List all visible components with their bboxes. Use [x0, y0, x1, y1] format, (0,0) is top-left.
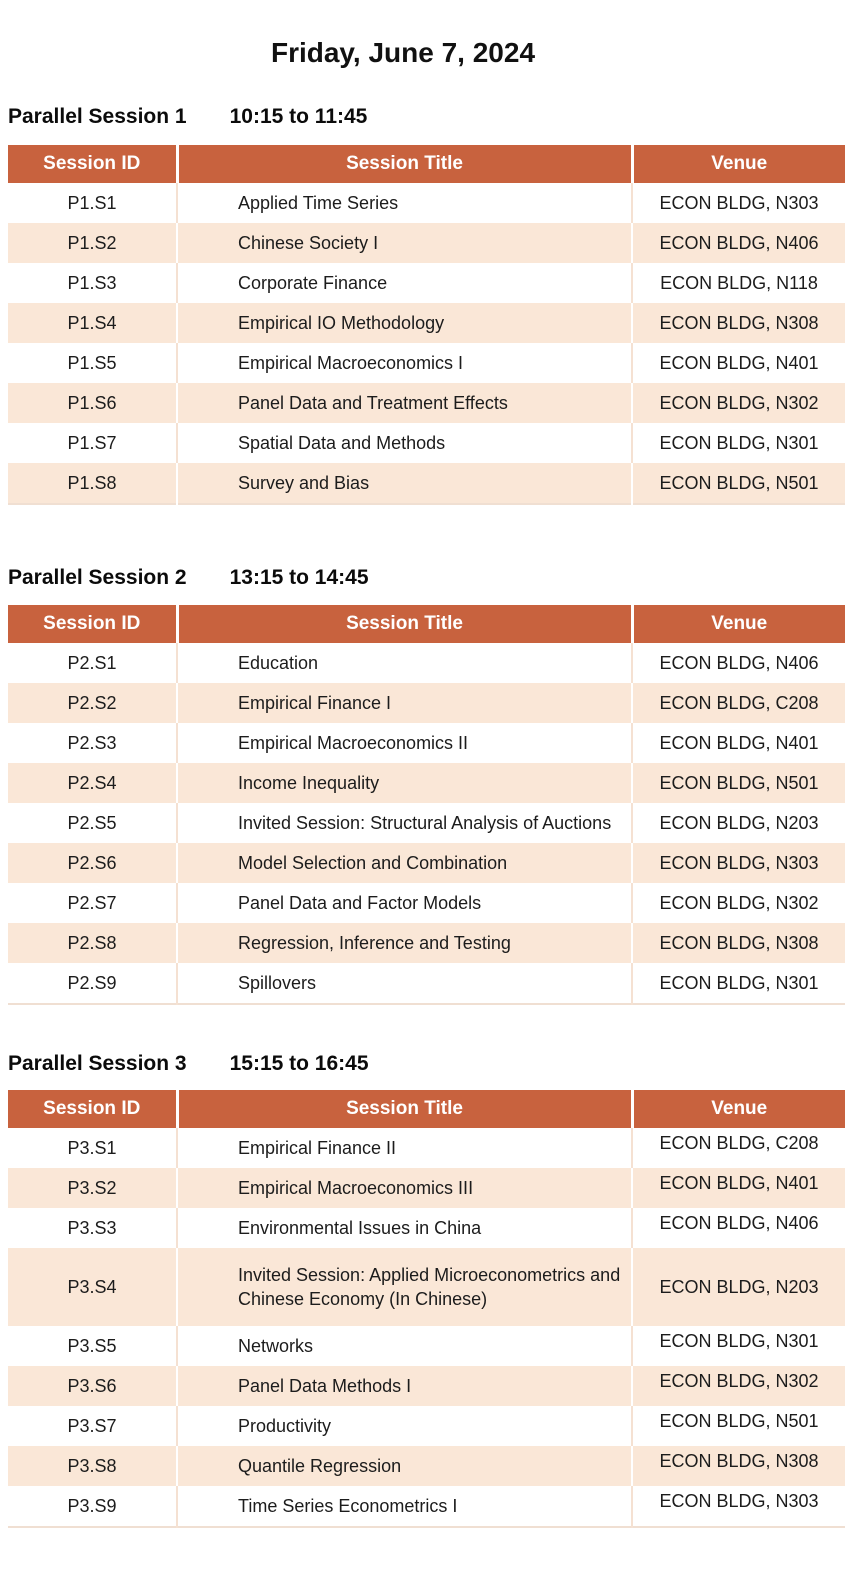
session-title-cell: Quantile Regression: [177, 1446, 632, 1486]
session-title-cell: Panel Data and Factor Models: [177, 883, 632, 923]
session-row: [8, 1128, 845, 1168]
session-row: [8, 763, 845, 803]
session-row: [8, 683, 845, 723]
column-header-session-title: Session Title: [177, 1090, 632, 1128]
parallel-session-1-block: [8, 104, 845, 505]
venue-cell: ECON BLDG, N302: [659, 393, 819, 413]
session-3-time: 15:15 to 16:45: [229, 1052, 369, 1075]
session-2-name: Parallel Session 2: [8, 566, 187, 589]
session-row: [8, 1208, 845, 1248]
table-header-row: [8, 605, 845, 643]
session-id-cell: P1.S5: [8, 343, 177, 383]
venue-cell: ECON BLDG, N401: [659, 353, 819, 373]
session-id-cell: P1.S3: [8, 263, 177, 303]
session-row: [8, 1168, 845, 1208]
session-title-cell: Chinese Society I: [177, 223, 632, 263]
session-title-cell: Applied Time Series: [177, 183, 632, 223]
venue-cell: ECON BLDG, N308: [659, 313, 819, 333]
session-title-cell: Empirical Finance II: [177, 1128, 632, 1168]
session-id-cell: P2.S9: [8, 963, 177, 1004]
venue-cell: ECON BLDG, N301: [659, 1331, 819, 1351]
venue-cell: ECON BLDG, N406: [659, 1213, 819, 1233]
session-id-cell: P1.S7: [8, 423, 177, 463]
session-row: [8, 263, 845, 303]
column-header-venue: Venue: [632, 1090, 845, 1128]
venue-cell: ECON BLDG, N406: [659, 653, 819, 673]
column-header-session-title: Session Title: [177, 605, 632, 643]
session-id-cell: P2.S5: [8, 803, 177, 843]
table-header-row: [8, 145, 845, 183]
session-title-cell: Corporate Finance: [177, 263, 632, 303]
session-title-cell: Time Series Econometrics I: [177, 1486, 632, 1527]
column-header-session-id: Session ID: [8, 145, 177, 183]
session-row: [8, 723, 845, 763]
session-row: [8, 383, 845, 423]
session-id-cell: P1.S8: [8, 463, 177, 504]
session-id-cell: P3.S6: [8, 1366, 177, 1406]
session-id-cell: P3.S4: [8, 1248, 177, 1326]
venue-cell: ECON BLDG, N303: [659, 853, 819, 873]
venue-cell: ECON BLDG, N302: [659, 893, 819, 913]
session-title-cell: Empirical IO Methodology: [177, 303, 632, 343]
session-row: [8, 1248, 845, 1326]
venue-cell: ECON BLDG, N302: [659, 1371, 819, 1391]
session-2-heading: [8, 565, 845, 591]
venue-cell: ECON BLDG, N118: [660, 273, 818, 293]
venue-cell: ECON BLDG, N501: [659, 473, 819, 493]
session-title-cell: Education: [177, 643, 632, 683]
session-title-cell: Invited Session: Structural Analysis of Auctions: [177, 803, 632, 843]
venue-cell: ECON BLDG, N501: [659, 1411, 819, 1431]
session-id-cell: P2.S7: [8, 883, 177, 923]
session-1-table: [8, 145, 845, 505]
session-id-cell: P3.S1: [8, 1128, 177, 1168]
session-row: [8, 1326, 845, 1366]
session-title-cell: Panel Data Methods I: [177, 1366, 632, 1406]
session-row: [8, 843, 845, 883]
session-2-table: [8, 605, 845, 1005]
session-title-cell: Panel Data and Treatment Effects: [177, 383, 632, 423]
session-title-cell: Income Inequality: [177, 763, 632, 803]
session-id-cell: P2.S6: [8, 843, 177, 883]
session-title-cell: Productivity: [177, 1406, 632, 1446]
session-row: [8, 423, 845, 463]
session-title-cell: Networks: [177, 1326, 632, 1366]
session-title-cell: Environmental Issues in China: [177, 1208, 632, 1248]
session-row: [8, 963, 845, 1004]
column-header-session-title: Session Title: [177, 145, 632, 183]
session-id-cell: P1.S2: [8, 223, 177, 263]
session-id-cell: P2.S4: [8, 763, 177, 803]
session-id-cell: P3.S9: [8, 1486, 177, 1527]
page-title: Friday, June 7, 2024: [270, 37, 536, 68]
session-1-heading: [8, 104, 845, 130]
session-title-cell: Empirical Macroeconomics III: [177, 1168, 632, 1208]
venue-cell: ECON BLDG, N501: [659, 773, 819, 793]
session-title-cell: Regression, Inference and Testing: [177, 923, 632, 963]
parallel-session-3-block: [8, 1051, 845, 1528]
session-id-cell: P3.S3: [8, 1208, 177, 1248]
session-id-cell: P2.S2: [8, 683, 177, 723]
session-row: [8, 643, 845, 683]
venue-cell: ECON BLDG, C208: [659, 1133, 819, 1153]
session-row: [8, 883, 845, 923]
session-id-cell: P3.S8: [8, 1446, 177, 1486]
session-id-cell: P2.S3: [8, 723, 177, 763]
session-id-cell: P2.S8: [8, 923, 177, 963]
session-id-cell: P3.S5: [8, 1326, 177, 1366]
venue-cell: ECON BLDG, N301: [659, 973, 819, 993]
session-row: [8, 1486, 845, 1527]
session-title-cell: Model Selection and Combination: [177, 843, 632, 883]
venue-cell: ECON BLDG, N308: [659, 933, 819, 953]
session-id-cell: P2.S1: [8, 643, 177, 683]
session-1-time: 10:15 to 11:45: [229, 105, 368, 128]
session-row: [8, 1406, 845, 1446]
table-header-row: [8, 1090, 845, 1128]
session-id-cell: P1.S6: [8, 383, 177, 423]
session-title-cell: Survey and Bias: [177, 463, 632, 504]
session-title-cell: Empirical Macroeconomics II: [177, 723, 632, 763]
column-header-venue: Venue: [632, 605, 845, 643]
session-id-cell: P1.S4: [8, 303, 177, 343]
session-row: [8, 1446, 845, 1486]
venue-cell: ECON BLDG, N301: [659, 433, 819, 453]
session-3-heading: [8, 1051, 845, 1077]
session-row: [8, 343, 845, 383]
session-row: [8, 183, 845, 223]
session-id-cell: P1.S1: [8, 183, 177, 223]
parallel-session-2-block: [8, 565, 845, 1005]
session-id-cell: P3.S2: [8, 1168, 177, 1208]
session-row: [8, 223, 845, 263]
venue-cell: ECON BLDG, N401: [659, 1173, 819, 1193]
session-title-cell: Spatial Data and Methods: [177, 423, 632, 463]
venue-cell: ECON BLDG, N203: [659, 1277, 819, 1297]
session-3-table: [8, 1090, 845, 1528]
session-1-name: Parallel Session 1: [8, 105, 187, 128]
venue-cell: ECON BLDG, N401: [659, 733, 819, 753]
venue-cell: ECON BLDG, N308: [659, 1451, 819, 1471]
venue-cell: ECON BLDG, C208: [659, 693, 819, 713]
session-title-cell: Invited Session: Applied Microeconometrics and Chinese Economy (In Chinese): [177, 1248, 632, 1326]
session-title-cell: Empirical Macroeconomics I: [177, 343, 632, 383]
session-row: [8, 923, 845, 963]
session-title-cell: Spillovers: [177, 963, 632, 1004]
venue-cell: ECON BLDG, N303: [659, 193, 819, 213]
venue-cell: ECON BLDG, N303: [659, 1491, 819, 1511]
venue-cell: ECON BLDG, N203: [659, 813, 819, 833]
column-header-venue: Venue: [632, 145, 845, 183]
column-header-session-id: Session ID: [8, 605, 177, 643]
session-row: [8, 463, 845, 504]
session-row: [8, 303, 845, 343]
session-2-time: 13:15 to 14:45: [229, 566, 369, 589]
session-row: [8, 1366, 845, 1406]
session-3-name: Parallel Session 3: [8, 1052, 187, 1075]
session-title-cell: Empirical Finance I: [177, 683, 632, 723]
column-header-session-id: Session ID: [8, 1090, 177, 1128]
venue-cell: ECON BLDG, N406: [659, 233, 819, 253]
session-id-cell: P3.S7: [8, 1406, 177, 1446]
session-row: [8, 803, 845, 843]
